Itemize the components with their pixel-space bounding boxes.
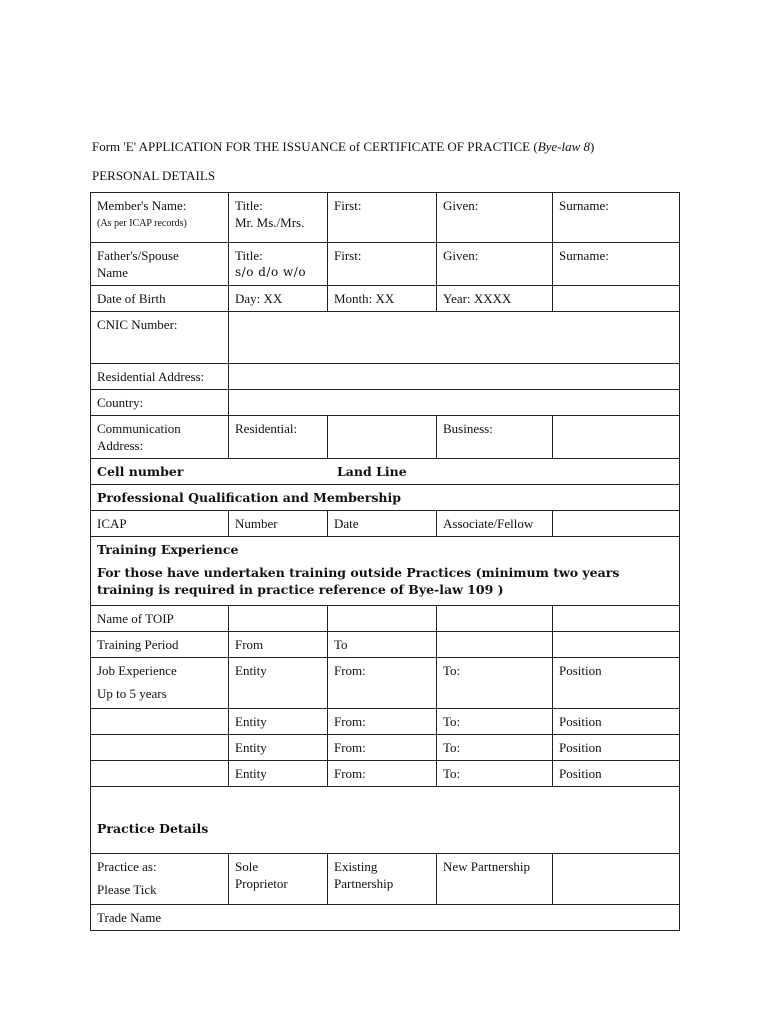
- member-title-options: Mr. Ms./Mrs.: [235, 215, 305, 230]
- practice-heading: Practice Details: [91, 787, 680, 854]
- communication-label-line1: Communication: [97, 421, 181, 436]
- training-period-field-3[interactable]: [437, 632, 553, 658]
- job-to-4[interactable]: To:: [437, 761, 553, 787]
- practice-as-empty-cell[interactable]: [553, 854, 680, 905]
- toip-field-4[interactable]: [553, 606, 680, 632]
- communication-label-line2: Address:: [97, 438, 144, 453]
- business-label: Business:: [437, 416, 553, 459]
- dob-year-cell[interactable]: Year: XXXX: [437, 286, 553, 312]
- job-to-1[interactable]: To:: [437, 658, 553, 709]
- job-to-3[interactable]: To:: [437, 735, 553, 761]
- member-given-name-cell[interactable]: [437, 193, 553, 243]
- job-position-1[interactable]: Position: [553, 658, 680, 709]
- job-entity-4[interactable]: Entity: [229, 761, 328, 787]
- job-from-3[interactable]: From:: [328, 735, 437, 761]
- job-from-4[interactable]: From:: [328, 761, 437, 787]
- cnic-row: [91, 312, 680, 364]
- cell-number-label: Cell number: [97, 464, 184, 479]
- landline-label: Land Line: [337, 464, 407, 479]
- training-heading: Training Experience: [97, 542, 239, 557]
- trade-name-cell[interactable]: [91, 905, 680, 931]
- member-title-label: Title:: [235, 198, 263, 213]
- residential-address-row: [91, 364, 680, 390]
- job-entity-1[interactable]: Entity: [229, 658, 328, 709]
- job-experience-row: [91, 709, 680, 735]
- job-from-1[interactable]: From:: [328, 658, 437, 709]
- given-name-label: Given:: [443, 198, 479, 213]
- job-empty-label-4: [91, 761, 229, 787]
- job-empty-label-2: [91, 709, 229, 735]
- communication-address-label-cell: [91, 416, 229, 459]
- cnic-field[interactable]: [229, 312, 680, 364]
- father-first-name-cell[interactable]: [328, 243, 437, 286]
- father-spouse-row: [91, 243, 680, 286]
- member-name-label-cell: [91, 193, 229, 243]
- member-first-name-cell[interactable]: [328, 193, 437, 243]
- icap-row: [91, 511, 680, 537]
- job-position-4[interactable]: Position: [553, 761, 680, 787]
- job-experience-label: Job Experience: [97, 663, 177, 678]
- father-given-label: Given:: [443, 248, 479, 263]
- dob-day-cell[interactable]: Day: XX: [229, 286, 328, 312]
- job-empty-label-3: [91, 735, 229, 761]
- dob-empty-cell: [553, 286, 680, 312]
- practice-as-label-cell: [91, 854, 229, 905]
- practice-as-row: [91, 854, 680, 905]
- business-field[interactable]: [553, 416, 680, 459]
- trade-name-label: Trade Name: [97, 910, 162, 925]
- associate-fellow-label[interactable]: Associate/Fellow: [437, 511, 553, 537]
- member-name-note: (As per ICAP records): [97, 218, 187, 229]
- practice-as-label: Practice as:: [97, 859, 157, 874]
- job-experience-sublabel: Up to 5 years: [97, 686, 167, 701]
- toip-field-3[interactable]: [437, 606, 553, 632]
- first-name-label: First:: [334, 198, 362, 213]
- job-position-2[interactable]: Position: [553, 709, 680, 735]
- job-experience-row: [91, 735, 680, 761]
- job-position-3[interactable]: Position: [553, 735, 680, 761]
- member-surname-cell[interactable]: [553, 193, 680, 243]
- father-given-name-cell[interactable]: [437, 243, 553, 286]
- training-from[interactable]: From: [229, 632, 328, 658]
- form-title: [92, 139, 594, 155]
- icap-number-label[interactable]: Number: [229, 511, 328, 537]
- country-row: [91, 390, 680, 416]
- residential-label: Residential:: [229, 416, 328, 459]
- father-spouse-label-line2: Name: [97, 265, 129, 280]
- training-to[interactable]: To: [328, 632, 437, 658]
- training-heading-cell: [91, 537, 680, 606]
- father-title-options: s/o d/o w/o: [235, 265, 307, 279]
- sole-proprietor-option[interactable]: [229, 854, 328, 905]
- form-title-bye-law: Bye-law 8: [537, 139, 591, 154]
- job-to-2[interactable]: To:: [437, 709, 553, 735]
- section-personal-details: PERSONAL DETAILS: [92, 168, 216, 183]
- toip-field-1[interactable]: [229, 606, 328, 632]
- toip-row: [91, 606, 680, 632]
- father-surname-cell[interactable]: [553, 243, 680, 286]
- date-of-birth-row: [91, 286, 680, 312]
- existing-partnership-line1: Existing: [334, 859, 378, 874]
- phone-row: [91, 459, 680, 485]
- dob-label: Date of Birth: [91, 286, 229, 312]
- surname-label: Surname:: [559, 198, 609, 213]
- new-partnership-option[interactable]: New Partnership: [437, 854, 553, 905]
- dob-month-cell[interactable]: Month: XX: [328, 286, 437, 312]
- residential-address-field[interactable]: [229, 364, 680, 390]
- father-title-cell[interactable]: [229, 243, 328, 286]
- icap-label: ICAP: [91, 511, 229, 537]
- icap-date-label[interactable]: Date: [328, 511, 437, 537]
- residential-field[interactable]: [328, 416, 437, 459]
- associate-fellow-field[interactable]: [553, 511, 680, 537]
- father-first-label: First:: [334, 248, 362, 263]
- father-title-label: Title:: [235, 248, 263, 263]
- member-name-label: Member's Name:: [97, 198, 187, 213]
- application-form-table: [90, 192, 680, 931]
- sole-proprietor-line2: Proprietor: [235, 876, 288, 891]
- practice-heading-row: [91, 787, 680, 854]
- form-title-close: ): [590, 139, 595, 154]
- job-entity-2[interactable]: Entity: [229, 709, 328, 735]
- phone-cell[interactable]: [91, 459, 680, 485]
- please-tick-label: Please Tick: [97, 882, 157, 897]
- country-label: Country:: [91, 390, 229, 416]
- qualification-heading: Professional Qualification and Membership: [91, 485, 680, 511]
- qualification-heading-row: [91, 485, 680, 511]
- training-period-row: [91, 632, 680, 658]
- job-experience-row: [91, 761, 680, 787]
- job-from-2[interactable]: From:: [328, 709, 437, 735]
- father-spouse-label-cell: [91, 243, 229, 286]
- member-name-row: [91, 193, 680, 243]
- trade-name-row: [91, 905, 680, 931]
- training-heading-row: [91, 537, 680, 606]
- toip-field-2[interactable]: [328, 606, 437, 632]
- job-experience-row: [91, 658, 680, 709]
- training-period-field-4[interactable]: [553, 632, 680, 658]
- father-surname-label: Surname:: [559, 248, 609, 263]
- father-spouse-label-line1: Father's/Spouse: [97, 248, 179, 263]
- sole-proprietor-line1: Sole: [235, 859, 259, 874]
- job-entity-3[interactable]: Entity: [229, 735, 328, 761]
- job-experience-label-cell: [91, 658, 229, 709]
- communication-address-row: [91, 416, 680, 459]
- country-field[interactable]: [229, 390, 680, 416]
- residential-address-label: Residential Address:: [91, 364, 229, 390]
- existing-partnership-option[interactable]: [328, 854, 437, 905]
- form-title-main: Form 'E' APPLICATION FOR THE ISSUANCE of CERTIFICATE OF PRACTICE (: [92, 139, 538, 154]
- training-period-label: Training Period: [91, 632, 229, 658]
- toip-label: Name of TOIP: [91, 606, 229, 632]
- training-note: For those have undertaken training outside Practices (minimum two years training is required in practice reference of Bye-law 109 ): [97, 565, 620, 597]
- cnic-label: CNIC Number:: [91, 312, 229, 364]
- member-title-cell[interactable]: [229, 193, 328, 243]
- existing-partnership-line2: Partnership: [334, 876, 394, 891]
